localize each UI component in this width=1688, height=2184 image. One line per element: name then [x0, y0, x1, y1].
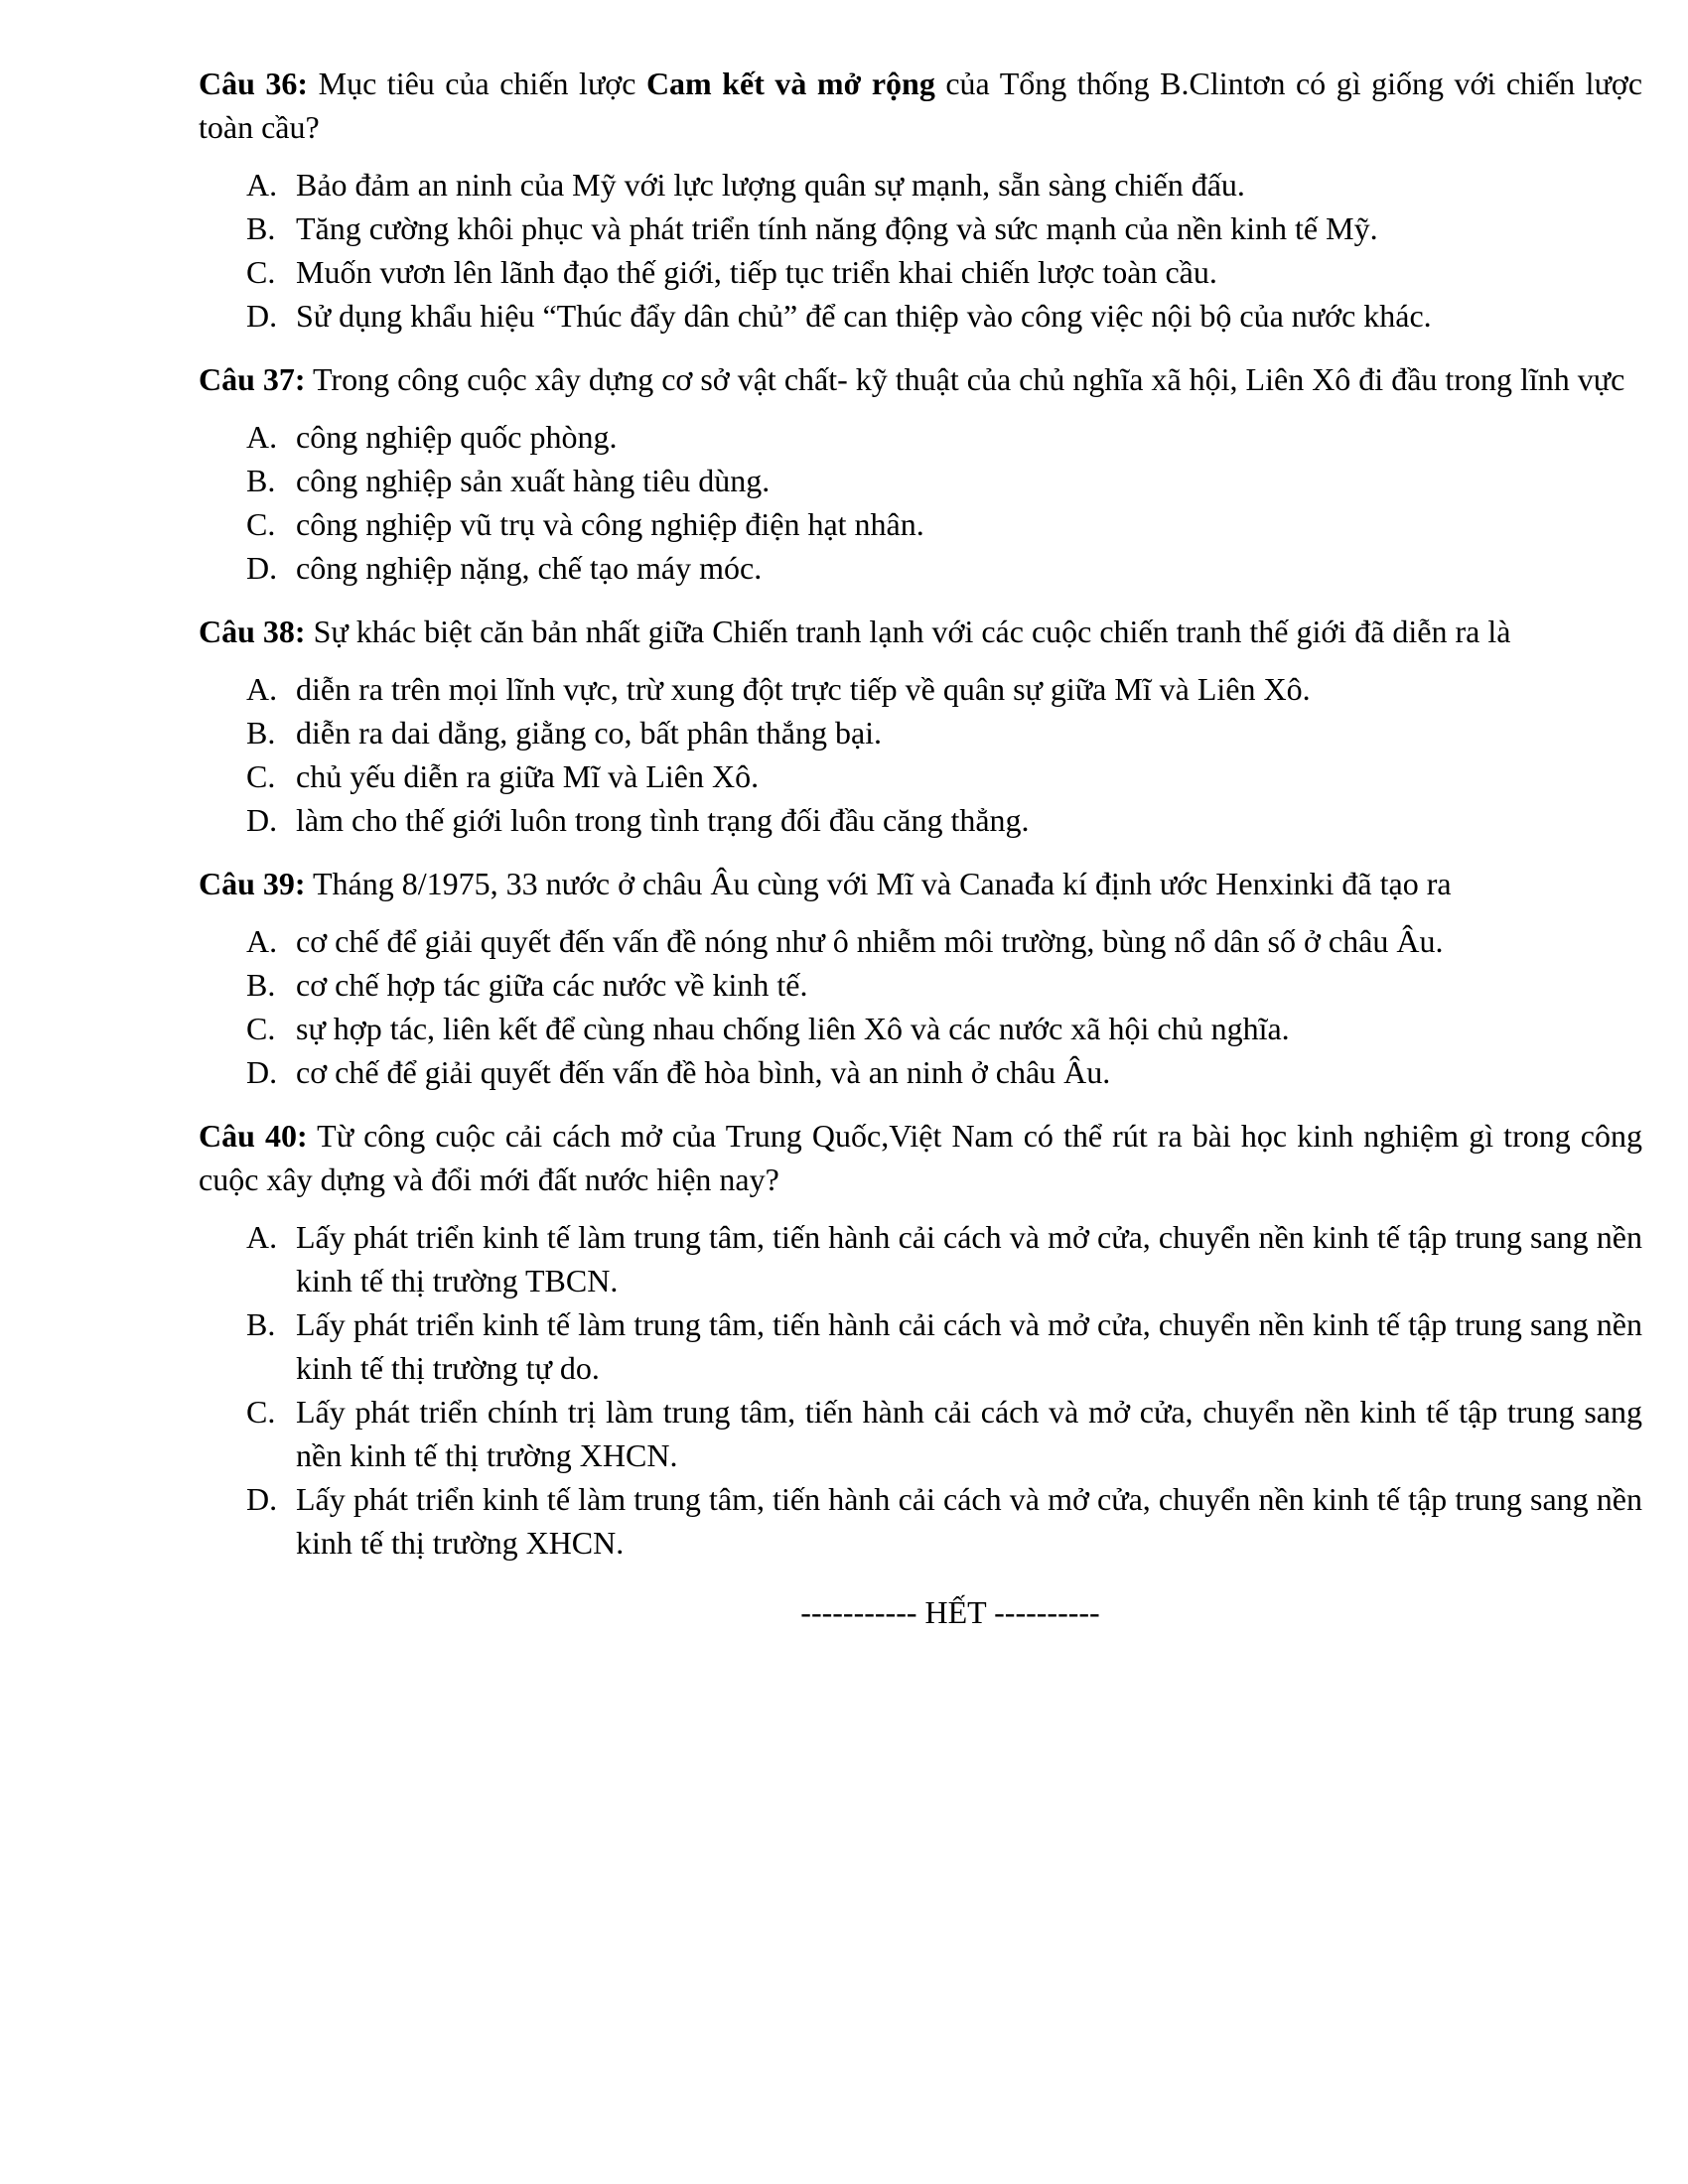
- answer-option-c: [246, 1007, 1642, 1050]
- option-letter: B.: [246, 967, 276, 1003]
- question-text: của Tổng thống B.Clintơn có gì giống với chiến lược toàn cầu?: [199, 66, 1643, 145]
- option-letter: A.: [246, 419, 278, 455]
- question-stem: [199, 357, 1642, 401]
- option-text: Sử dụng khẩu hiệu “Thúc đẩy dân chủ” để can thiệp vào công việc nội bộ của nước khác.: [296, 298, 1432, 334]
- answer-option-d: [246, 1050, 1642, 1094]
- answer-option-c: [246, 502, 1642, 546]
- question-number: Câu 38:: [199, 614, 306, 649]
- question-number: Câu 37:: [199, 361, 306, 397]
- option-text: cơ chế để giải quyết đến vấn đề nóng như ô nhiễm môi trường, bùng nổ dân số ở châu Âu.: [296, 923, 1444, 959]
- question-text-bold: Cam kết và mở rộng: [645, 66, 935, 101]
- answer-option-b: [246, 206, 1642, 250]
- option-letter: A.: [246, 923, 278, 959]
- option-text: sự hợp tác, liên kết để cùng nhau chống liên Xô và các nước xã hội chủ nghĩa.: [296, 1011, 1290, 1046]
- question-text: Trong công cuộc xây dựng cơ sở vật chất- kỹ thuật của chủ nghĩa xã hội, Liên Xô đi đầu trong lĩnh vực: [312, 361, 1625, 397]
- question-number: Câu 36:: [199, 66, 309, 101]
- answer-options: [199, 919, 1642, 1094]
- option-text: chủ yếu diễn ra giữa Mĩ và Liên Xô.: [296, 758, 760, 794]
- option-letter: A.: [246, 1219, 278, 1255]
- option-text: Lấy phát triển kinh tế làm trung tâm, tiến hành cải cách và mở cửa, chuyển nền kinh tế tập trung sang nền kinh tế thị trường tự do.: [296, 1306, 1642, 1386]
- answer-options: [199, 667, 1642, 842]
- option-letter: C.: [246, 1011, 276, 1046]
- answer-option-a: [246, 1215, 1642, 1302]
- option-text: Bảo đảm an ninh của Mỹ với lực lượng quân sự mạnh, sẵn sàng chiến đấu.: [296, 167, 1245, 203]
- exam-page: [199, 62, 1642, 1634]
- question-text: Tháng 8/1975, 33 nước ở châu Âu cùng với Mĩ và Canađa kí định ước Henxinki đã tạo ra: [312, 866, 1452, 901]
- option-text: làm cho thế giới luôn trong tình trạng đối đầu căng thẳng.: [296, 802, 1030, 838]
- option-text: diễn ra dai dẳng, giằng co, bất phân thắng bại.: [296, 715, 883, 751]
- answer-option-a: [246, 415, 1642, 459]
- option-text: công nghiệp vũ trụ và công nghiệp điện hạt nhân.: [296, 506, 924, 542]
- question-37: [199, 357, 1642, 590]
- question-40: [199, 1114, 1642, 1565]
- question-stem: [199, 862, 1642, 905]
- question-text: Sự khác biệt căn bản nhất giữa Chiến tranh lạnh với các cuộc chiến tranh thế giới đã diễn ra là: [313, 614, 1511, 649]
- answer-options: [199, 163, 1642, 338]
- option-text: Lấy phát triển chính trị làm trung tâm, tiến hành cải cách và mở cửa, chuyển nền kinh tế tập trung sang nền kinh tế thị trường XHCN.: [296, 1394, 1642, 1473]
- end-of-exam-mark: ----------- HẾT ----------: [800, 1594, 1100, 1630]
- option-letter: C.: [246, 506, 276, 542]
- option-text: công nghiệp quốc phòng.: [296, 419, 618, 455]
- option-text: Lấy phát triển kinh tế làm trung tâm, tiến hành cải cách và mở cửa, chuyển nền kinh tế tập trung sang nền kinh tế thị trường XHCN.: [296, 1481, 1642, 1561]
- answer-option-a: [246, 919, 1642, 963]
- option-letter: B.: [246, 210, 276, 246]
- option-letter: D.: [246, 1481, 278, 1517]
- option-text: diễn ra trên mọi lĩnh vực, trừ xung đột trực tiếp về quân sự giữa Mĩ và Liên Xô.: [296, 671, 1311, 707]
- question-36: [199, 62, 1642, 338]
- answer-option-c: [246, 250, 1642, 294]
- option-text: công nghiệp nặng, chế tạo máy móc.: [296, 550, 763, 586]
- question-number: Câu 39:: [199, 866, 306, 901]
- answer-option-b: [246, 711, 1642, 754]
- question-number: Câu 40:: [199, 1118, 308, 1154]
- option-text: cơ chế để giải quyết đến vấn đề hòa bình, và an ninh ở châu Âu.: [296, 1054, 1111, 1090]
- question-stem: [199, 1114, 1642, 1201]
- answer-option-d: [246, 1477, 1642, 1565]
- question-text: Từ công cuộc cải cách mở của Trung Quốc,Việt Nam có thể rút ra bài học kinh nghiệm gì trong công cuộc xây dựng và đổi mới đất nước hiện nay?: [199, 1118, 1643, 1197]
- question-stem: [199, 610, 1642, 653]
- option-letter: D.: [246, 298, 278, 334]
- answer-option-c: [246, 754, 1642, 798]
- answer-option-a: [246, 667, 1642, 711]
- answer-options: [199, 415, 1642, 590]
- question-stem: [199, 62, 1642, 149]
- option-letter: B.: [246, 463, 276, 498]
- question-text: Mục tiêu của chiến lược: [318, 66, 646, 101]
- option-letter: D.: [246, 550, 278, 586]
- option-letter: C.: [246, 758, 276, 794]
- answer-option-b: [246, 1302, 1642, 1390]
- option-letter: A.: [246, 167, 278, 203]
- answer-options: [199, 1215, 1642, 1565]
- option-letter: C.: [246, 1394, 276, 1430]
- answer-option-a: [246, 163, 1642, 206]
- option-letter: D.: [246, 1054, 278, 1090]
- answer-option-d: [246, 798, 1642, 842]
- option-text: Muốn vươn lên lãnh đạo thế giới, tiếp tục triển khai chiến lược toàn cầu.: [296, 254, 1217, 290]
- option-text: Tăng cường khôi phục và phát triển tính năng động và sức mạnh của nền kinh tế Mỹ.: [296, 210, 1378, 246]
- answer-option-d: [246, 546, 1642, 590]
- answer-option-c: [246, 1390, 1642, 1477]
- answer-option-b: [246, 963, 1642, 1007]
- option-letter: C.: [246, 254, 276, 290]
- question-38: [199, 610, 1642, 842]
- option-text: cơ chế hợp tác giữa các nước về kinh tế.: [296, 967, 808, 1003]
- option-text: Lấy phát triển kinh tế làm trung tâm, tiến hành cải cách và mở cửa, chuyển nền kinh tế tập trung sang nền kinh tế thị trường TBCN.: [296, 1219, 1642, 1298]
- answer-option-d: [246, 294, 1642, 338]
- option-letter: B.: [246, 715, 276, 751]
- question-39: [199, 862, 1642, 1094]
- option-letter: B.: [246, 1306, 276, 1342]
- option-text: công nghiệp sản xuất hàng tiêu dùng.: [296, 463, 771, 498]
- option-letter: A.: [246, 671, 278, 707]
- option-letter: D.: [246, 802, 278, 838]
- answer-option-b: [246, 459, 1642, 502]
